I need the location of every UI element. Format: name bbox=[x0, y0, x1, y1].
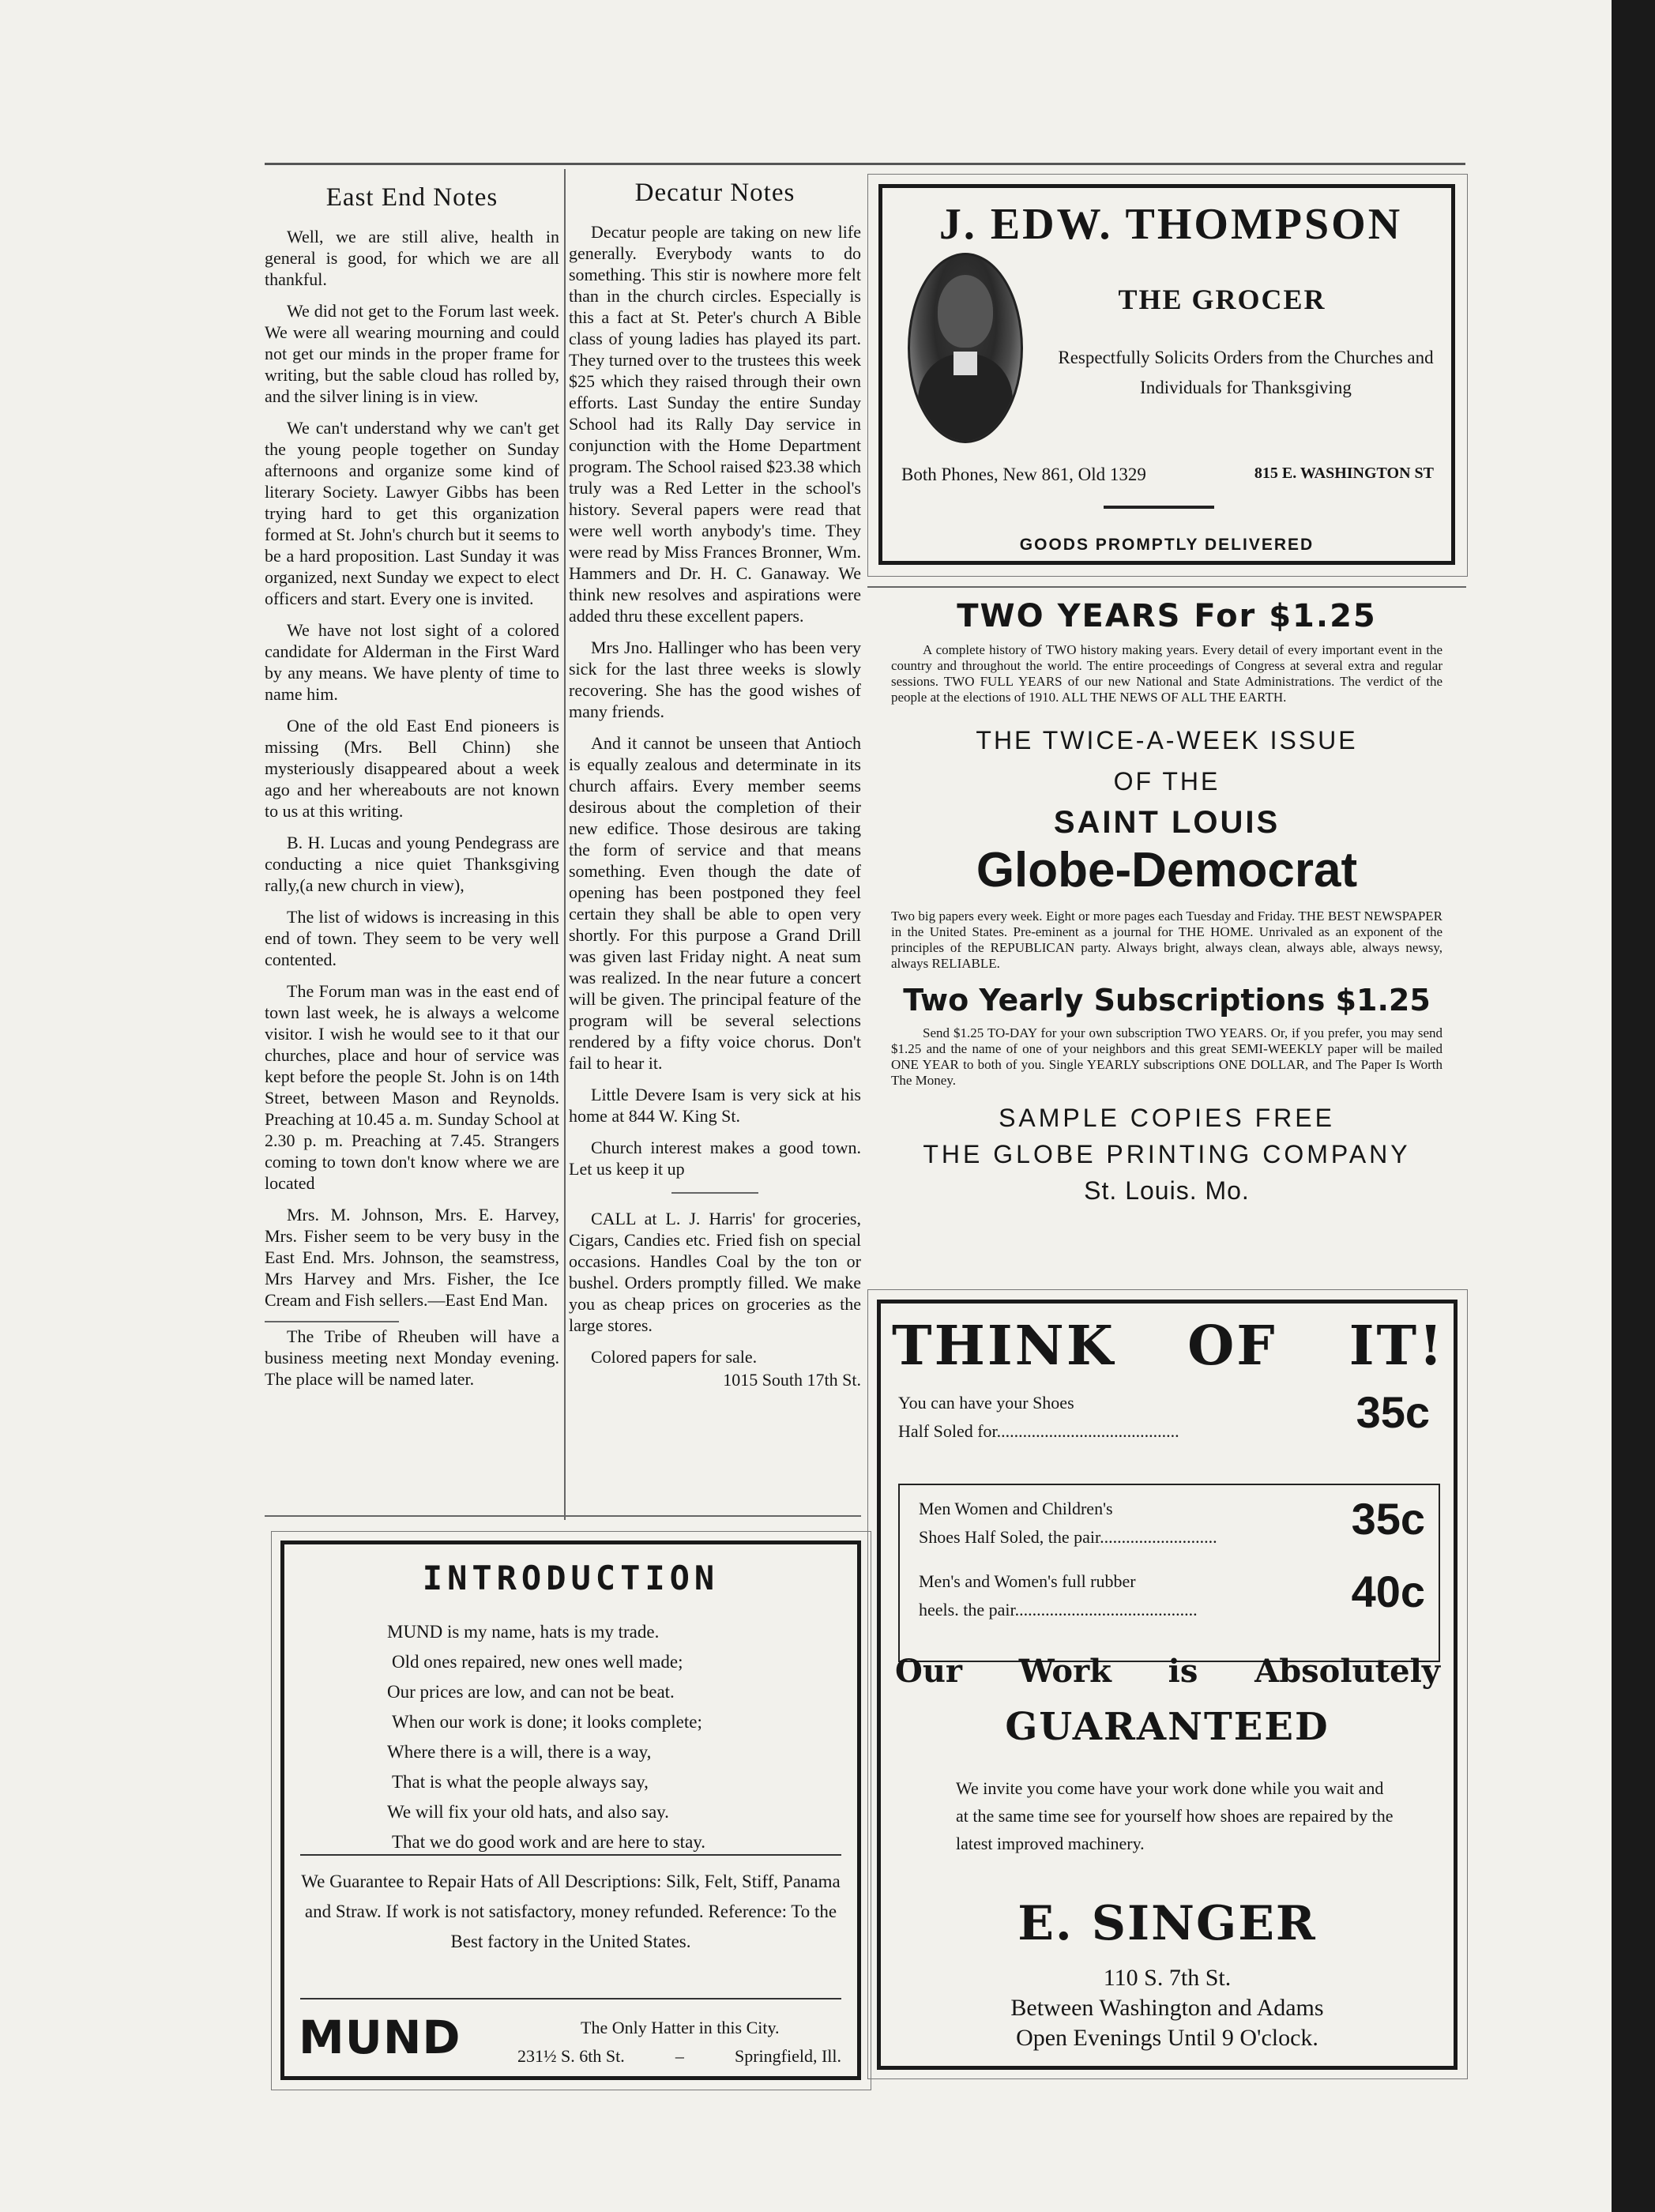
mund-contact bbox=[517, 2014, 841, 2071]
east-end-paragraph: Well, we are still alive, health in general is good, for which we are all thankful. bbox=[265, 227, 559, 289]
guaranteed-headline: GUARANTEED bbox=[1005, 1705, 1330, 1749]
think-word: OF bbox=[1187, 1315, 1277, 1378]
globe-description: Two big papers every week. Eight or more pages each Tuesday and Friday. THE BEST NEWSPAPER in the United States. Pre-eminent as a journal for THE HOME. Unrivaled as an exponent of the principles of the REPUBLICAN party. Always bright, always clean, always able, always newsy, always RELIABLE. bbox=[891, 908, 1442, 971]
grocer-footer: GOODS PROMPTLY DELIVERED bbox=[1019, 536, 1315, 554]
globe-line2: OF THE bbox=[1113, 767, 1221, 796]
decatur-heading: Decatur Notes bbox=[634, 179, 796, 207]
east-end-column bbox=[265, 174, 559, 1400]
mund-guarantee: We Guarantee to Repair Hats of All Descriptions: Silk, Felt, Stiff, Panama and Straw. If work is not satisfactory, money refunded. Reference: To the Best factory in the United States. bbox=[301, 1872, 841, 1951]
singer-address-line: 110 S. 7th St. bbox=[1103, 1965, 1232, 1991]
globe-line1: THE TWICE-A-WEEK ISSUE bbox=[976, 726, 1358, 754]
mund-dash: – bbox=[675, 2046, 684, 2066]
price-row-3-line-2: heels. the pair.......................................... bbox=[919, 1600, 1198, 1620]
globe-line3: SAINT LOUIS bbox=[1053, 805, 1281, 840]
singer-ad bbox=[877, 1300, 1458, 2070]
harris-address: 1015 South 17th St. bbox=[723, 1370, 861, 1390]
think-of-it-headline bbox=[892, 1315, 1445, 1378]
poem-line: When our work is done; it looks complete; bbox=[392, 1712, 702, 1732]
poem-line: We will fix your old hats, and also say. bbox=[387, 1802, 669, 1822]
grocer-phones: Both Phones, New 861, Old 1329 bbox=[901, 465, 1146, 484]
poem-line: That is what the people always say, bbox=[392, 1772, 649, 1792]
east-end-paragraph: Mrs. M. Johnson, Mrs. E. Harvey, Mrs. Fisher seem to be very busy in the East End. Mrs. Johnson, the seamstress, Mrs Harvey and Mrs. Fisher, the Ice Cream and Fish sellers.—East End Man. bbox=[265, 1205, 559, 1310]
work-word: is bbox=[1168, 1653, 1198, 1690]
east-end-paragraph: The Forum man was in the east end of town last week, he is always a welcome visitor. I wish he would see to it that our churches, place and hour of service was kept before the people St. John is on 14th Street, between Mason and Reynolds. Preaching at 10.45 a. m. Sunday School at 2.30 p. m. Preaching at 7.45. Strangers coming to town don't know where we are located bbox=[265, 981, 559, 1193]
globe-sample: SAMPLE COPIES FREE bbox=[999, 1104, 1335, 1132]
price-row-1-text: Half Soled for bbox=[898, 1421, 997, 1441]
mund-rule bbox=[300, 1854, 841, 1856]
mund-street: 231½ S. 6th St. bbox=[517, 2046, 625, 2066]
grocer-solicit: Respectfully Solicits Orders from the Churches and Individuals for Thanksgiving bbox=[1058, 348, 1434, 397]
decatur-paragraph: And it cannot be unseen that Antioch is equally zealous and determinate in its church affairs. Every member seems desirous about the completion of their new edifice. Those desirous are taking the form of service and that means something. Even though the date of opening has been postponed they feel certain they shall be able to open very shortly. For this purpose a Grand Drill was given last Friday night. A neat sum was realized. In the near future a concert will be given. The principal feature of the program will be several selections rendered by a fifty voice chorus. Don't fail to hear it. bbox=[569, 733, 861, 1073]
price-3: 40c bbox=[1351, 1567, 1425, 1616]
price-row-2-line-1: Men Women and Children's bbox=[919, 1499, 1113, 1518]
harris-papers: Colored papers for sale. bbox=[591, 1347, 758, 1367]
poem-line: Old ones repaired, new ones well made; bbox=[392, 1652, 683, 1672]
portrait-collar bbox=[954, 352, 977, 375]
east-end-paragraph: The list of widows is increasing in this end of town. They seem to be very well contented. bbox=[265, 907, 559, 969]
decatur-paragraph: Mrs Jno. Hallinger who has been very sick for the last three weeks is slowly recovering. She has the good wishes of many friends. bbox=[569, 638, 861, 721]
globe-company: THE GLOBE PRINTING COMPANY bbox=[923, 1140, 1411, 1168]
decatur-column bbox=[569, 169, 861, 1401]
top-rule bbox=[265, 163, 1465, 165]
poem-line: MUND is my name, hats is my trade. bbox=[387, 1622, 660, 1642]
poem-line: Where there is a will, there is a way, bbox=[387, 1742, 652, 1762]
decatur-paragraph: Decatur people are taking on new life generally. Everybody wants to do something. This stir is nowhere more felt than in the church circles. Especially is this a fact at St. Peter's church A Bible class of young ladies has played its part. They turned over to the trustees this week $25 which they raised through their own efforts. Last Sunday the entire Sunday School had its Rally Day service in conjunction with the Home Department program. The School raised $23.38 which truly was a Red Letter in the school's history. Several papers were read that were well worth anybody's time. They were read by Miss Frances Bronner, Wm. Hammers and Dr. H. C. Ganaway. We think new resolves and aspirations were added thru these excellent papers. bbox=[569, 222, 861, 626]
think-word: THINK bbox=[892, 1315, 1115, 1378]
globe-offer: Send $1.25 TO-DAY for your own subscription TWO YEARS. Or, if you prefer, you may send $1.25 and the name of one of your neighbors and this great SEMI-WEEKLY paper will be mailed ONE YEAR to both of you. Single YEARLY subscriptions ONE DOLLAR, and The Paper Is Worth The Money. bbox=[891, 1025, 1442, 1088]
decatur-paragraph: Little Devere Isam is very sick at his home at 844 W. King St. bbox=[569, 1085, 861, 1126]
price-row-2-line-2: Shoes Half Soled, the pair........................... bbox=[919, 1527, 1217, 1547]
poem-line: Our prices are low, and can not be beat. bbox=[387, 1682, 675, 1702]
price-row-2-text: Shoes Half Soled, the pair bbox=[919, 1527, 1100, 1547]
mund-address-row bbox=[517, 2042, 841, 2071]
ad-separator-rule bbox=[867, 586, 1466, 588]
column-bottom-rule bbox=[265, 1515, 861, 1517]
east-end-paragraph: We have not lost sight of a colored candidate for Alderman in the First Ward by any means. We have plenty of time to name him. bbox=[265, 620, 559, 704]
globe-democrat-ad bbox=[878, 589, 1455, 1268]
east-end-paragraph: The Tribe of Rheuben will have a business meeting next Monday evening. The place will be named later. bbox=[265, 1326, 559, 1389]
east-end-separator bbox=[265, 1321, 399, 1322]
portrait-face bbox=[938, 275, 993, 348]
east-end-paragraph: B. H. Lucas and young Pendegrass are conducting a nice quiet Thanksgiving rally,(a new church in view), bbox=[265, 833, 559, 895]
mund-poem bbox=[387, 1617, 798, 1857]
singer-invite: We invite you come have your work done while you wait and at the same time see for yourself how shoes are repaired by the latest improved machinery. bbox=[956, 1778, 1394, 1853]
price-row-3-line-1: Men's and Women's full rubber bbox=[919, 1571, 1136, 1591]
price-row-1-line-1: You can have your Shoes bbox=[898, 1393, 1074, 1413]
singer-address-line: Open Evenings Until 9 O'clock. bbox=[1016, 2025, 1318, 2051]
price-2: 35c bbox=[1351, 1494, 1425, 1544]
globe-subscriptions: Two Yearly Subscriptions $1.25 bbox=[903, 983, 1431, 1018]
singer-address-line: Between Washington and Adams bbox=[1010, 1995, 1324, 2021]
work-word: Our bbox=[895, 1653, 962, 1690]
price-1: 35c bbox=[1356, 1387, 1430, 1437]
mund-city: Springfield, Ill. bbox=[734, 2046, 841, 2066]
mund-ad bbox=[280, 1540, 861, 2080]
poem-line: That we do good work and are here to stay. bbox=[392, 1832, 706, 1852]
grocer-rule bbox=[1104, 506, 1214, 509]
singer-address bbox=[881, 1963, 1454, 2053]
work-word: Absolutely bbox=[1254, 1653, 1440, 1690]
globe-intro: A complete history of TWO history making years. Every detail of every important event in the country and throughout the world. The entire proceedings of Congress at several extra and regular sessions. TWO FULL YEARS of our new National and State Administrations. The verdict of the people at the elections of 1910. ALL THE NEWS OF ALL THE EARTH. bbox=[891, 642, 1442, 705]
globe-title: TWO YEARS For $1.25 bbox=[957, 598, 1377, 634]
decatur-separator bbox=[671, 1192, 758, 1194]
mund-title: INTRODUCTION bbox=[422, 1559, 720, 1597]
decatur-paragraph: Church interest makes a good town. Let us keep it up bbox=[569, 1138, 861, 1179]
work-word: Work bbox=[1018, 1653, 1111, 1690]
harris-ad: CALL at L. J. Harris' for groceries, Cigars, Candies etc. Fried fish on special occasions. Handles Coal by the ton or bushel. Orders promptly filled. We make you as cheap prices on groceries as the large stores. bbox=[569, 1209, 861, 1335]
east-end-paragraph: One of the old East End pioneers is missing (Mrs. Bell Chinn) she mysteriously disappeared about a week ago and her whereabouts are not known to us at this writing. bbox=[265, 716, 559, 821]
price-row-3-text: heels. the pair bbox=[919, 1600, 1015, 1620]
work-headline bbox=[895, 1653, 1440, 1690]
thompson-ad bbox=[878, 184, 1455, 565]
globe-paper-name: Globe-Democrat bbox=[976, 843, 1358, 897]
mund-rule bbox=[300, 1998, 841, 1999]
portrait-photo bbox=[908, 253, 1023, 443]
east-end-paragraph: We did not get to the Forum last week. We were all wearing mourning and could not get our minds in the proper frame for writing, but the sable cloud has rolled by, and the silver lining is in view. bbox=[265, 301, 559, 406]
globe-city: St. Louis. Mo. bbox=[1084, 1176, 1250, 1205]
grocer-address: 815 E. WASHINGTON ST bbox=[1254, 465, 1434, 482]
column-divider bbox=[564, 169, 566, 1520]
singer-name: E. SINGER bbox=[1017, 1896, 1317, 1951]
price-row-1-line-2: Half Soled for.......................................... bbox=[898, 1421, 1179, 1441]
mund-name: MUND bbox=[299, 2011, 461, 2064]
grocer-name: J. EDW. THOMPSON bbox=[938, 200, 1403, 249]
east-end-heading: East End Notes bbox=[325, 183, 498, 212]
east-end-paragraph: We can't understand why we can't get the young people together on Sunday afternoons and organize some kind of literary Society. Lawyer Gibbs has been trying hard to get this organization formed at St. John's church but it seems to be a hard proposition. Last Sunday it was organized, next Sunday we expect to elect officers and start. Every one is invited. bbox=[265, 418, 559, 608]
think-word: IT! bbox=[1348, 1315, 1445, 1378]
mund-tagline: The Only Hatter in this City. bbox=[581, 2018, 780, 2037]
grocer-title: THE GROCER bbox=[1118, 284, 1326, 315]
